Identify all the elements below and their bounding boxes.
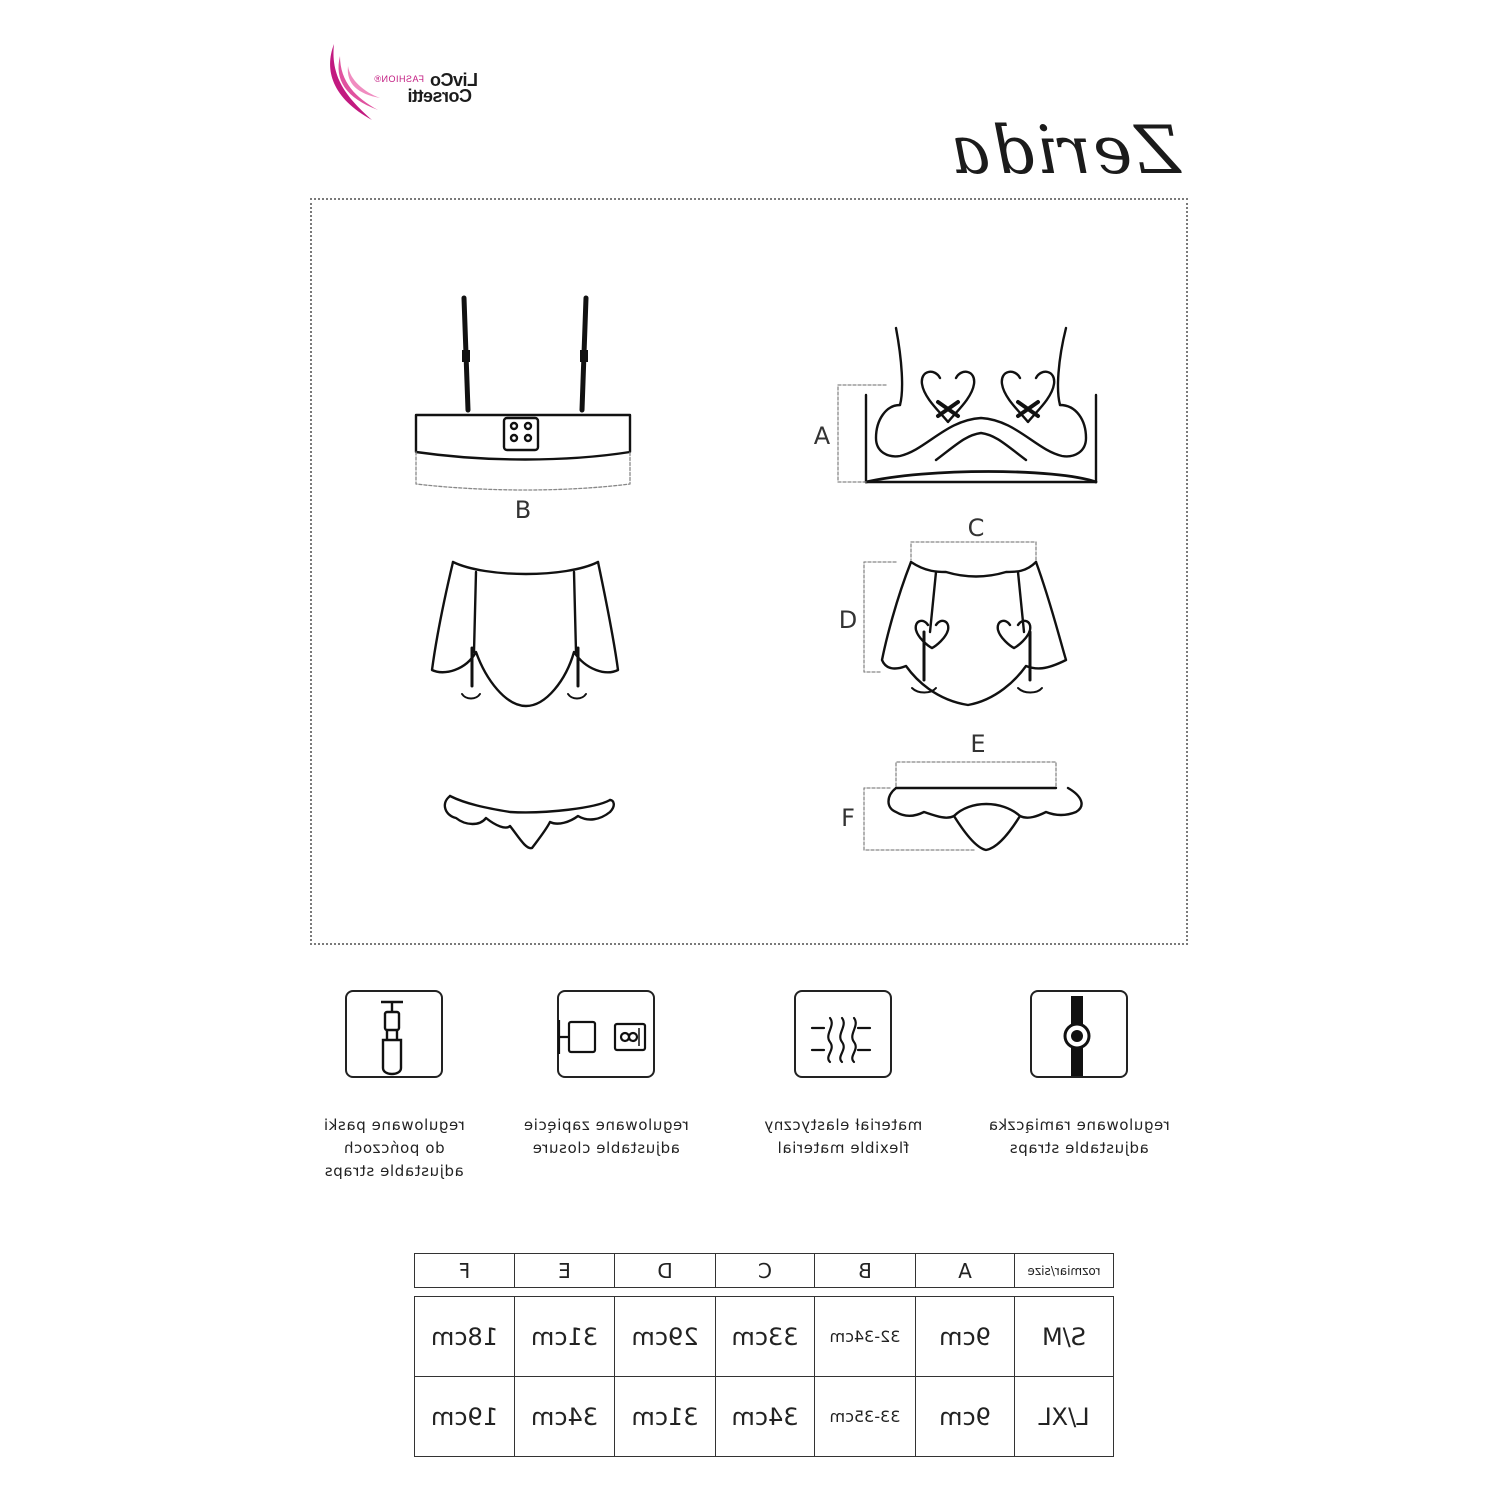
caption-line: adjustable straps — [1009, 1139, 1149, 1157]
label-E: E — [970, 730, 986, 758]
caption-line: adjustable closure — [532, 1139, 680, 1157]
caption-line: flexible material — [777, 1139, 909, 1157]
header-col: D — [615, 1254, 716, 1288]
product-diagram — [310, 198, 1188, 945]
feature-caption-garter — [274, 1114, 514, 1183]
caption-line: do pończoch — [343, 1139, 445, 1157]
thong-back-drawing — [445, 796, 614, 848]
label-D: D — [838, 606, 858, 634]
caption-line: regulowane paski — [323, 1116, 465, 1134]
header-size-label: rozmiar/size — [1015, 1254, 1114, 1288]
brand-logo — [290, 40, 490, 130]
flexible-material-icon — [794, 990, 892, 1078]
size-table-header — [415, 1254, 1114, 1288]
product-title: Zerida — [948, 112, 1180, 189]
caption-line: regulowane zapięcie — [523, 1116, 689, 1134]
row-size: S/M — [1015, 1297, 1114, 1377]
dimension-B — [416, 452, 630, 490]
header-col: E — [515, 1254, 615, 1288]
bra-front-drawing — [866, 328, 1096, 482]
cell: 18cm — [415, 1297, 515, 1377]
cell: 32-34cm — [815, 1297, 916, 1377]
feature-caption-closure — [486, 1114, 726, 1160]
header-col: C — [716, 1254, 815, 1288]
cell: 31cm — [515, 1297, 615, 1377]
feature-caption-material — [723, 1114, 963, 1160]
cell: 9cm — [916, 1297, 1015, 1377]
garter-belt-front-drawing — [882, 562, 1066, 705]
dimension-E-F — [864, 762, 1056, 850]
row-size: L/XL — [1015, 1377, 1114, 1457]
feature-caption-straps — [959, 1114, 1199, 1160]
adjustable-closure-icon — [557, 990, 655, 1078]
logo-swoosh-icon — [310, 40, 380, 128]
caption-line: regulowane ramiączka — [988, 1116, 1170, 1134]
dimension-A — [838, 385, 886, 482]
logo-text-top: LivCo — [430, 70, 478, 90]
garter-belt-back-drawing — [432, 562, 618, 706]
cell: 33-35cm — [815, 1377, 916, 1457]
label-B: B — [514, 496, 532, 524]
table-row — [415, 1297, 1114, 1377]
label-F: F — [841, 804, 855, 832]
garter-strap-icon — [345, 990, 443, 1078]
adjustable-straps-icon — [1030, 990, 1128, 1078]
bra-back-drawing — [416, 298, 630, 460]
cell: 33cm — [716, 1297, 815, 1377]
thong-front-drawing — [889, 788, 1082, 850]
size-table — [414, 1253, 1114, 1457]
table-spacer — [415, 1288, 1114, 1297]
logo-fashion: FASHION® — [373, 74, 424, 84]
dimension-C-D — [864, 542, 1036, 672]
cell: 29cm — [615, 1297, 716, 1377]
caption-line: adjustable straps — [324, 1162, 464, 1180]
logo-text-bottom: Corsetti — [407, 86, 472, 106]
header-col: F — [415, 1254, 515, 1288]
label-C: C — [967, 514, 985, 542]
caption-line: materiał elastyczny — [763, 1116, 923, 1134]
header-col: A — [916, 1254, 1015, 1288]
cell: 9cm — [916, 1377, 1015, 1457]
cell: 34cm — [515, 1377, 615, 1457]
table-row — [415, 1377, 1114, 1457]
cell: 34cm — [716, 1377, 815, 1457]
header-col: B — [815, 1254, 916, 1288]
cell: 19cm — [415, 1377, 515, 1457]
label-A: A — [813, 422, 831, 450]
cell: 31cm — [615, 1377, 716, 1457]
